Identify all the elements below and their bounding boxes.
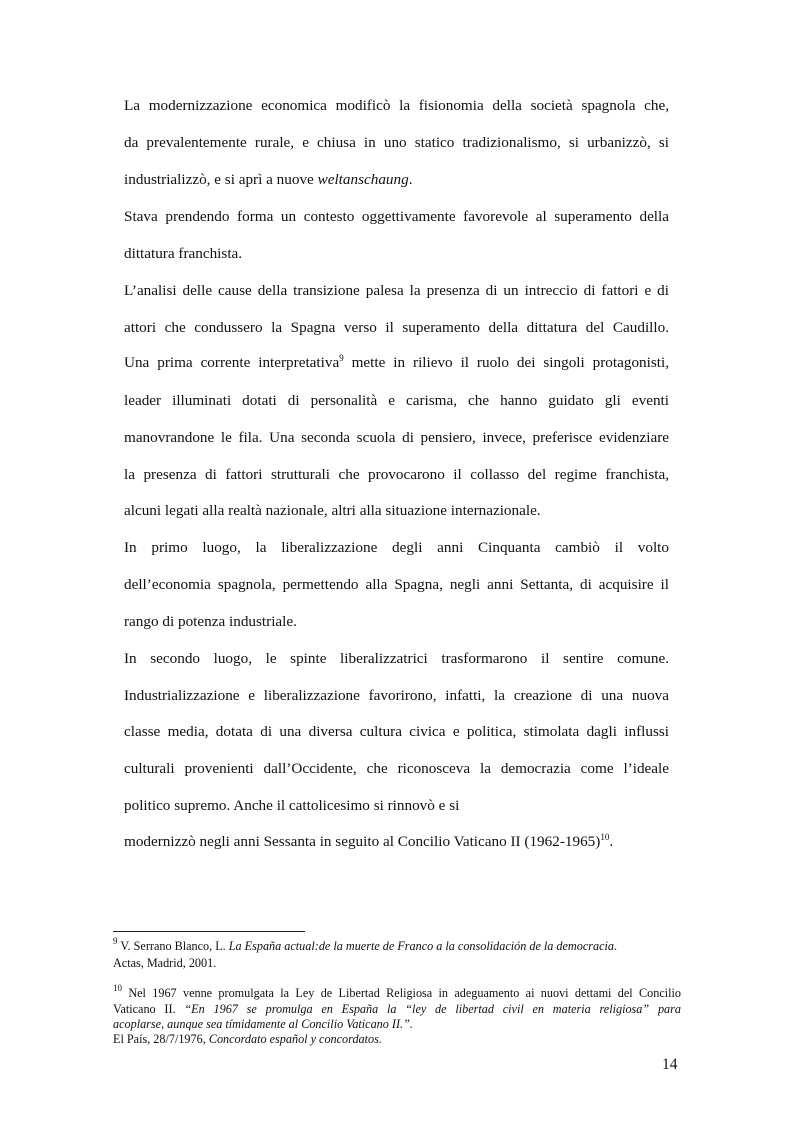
footnote-marker: 9 xyxy=(113,936,118,946)
footnote-10-line: acoplarse, aunque sea tímidamente al Concilio Vaticano II.”. xyxy=(113,1017,413,1031)
body-line: dittatura franchista. xyxy=(124,245,243,262)
text-run: modernizzò negli anni Sessanta in seguito al Concilio Vaticano II (1962-1965) xyxy=(124,833,601,850)
italic-term: weltanschaung xyxy=(317,171,409,188)
footnote-10-line xyxy=(113,1032,681,1048)
italic-title: La España actual:de la muerte de Franco a la consolidación de la democracia xyxy=(228,939,614,953)
body-line xyxy=(124,170,669,190)
footnote-9-line: Actas, Madrid, 2001. xyxy=(113,956,217,970)
text-run: . xyxy=(408,171,413,188)
footnote-9-line xyxy=(113,936,681,955)
body-line: leader illuminati dotati di personalità e carisma, che hanno guidato gli eventi xyxy=(124,392,669,409)
text-run: mette in rilievo il ruolo dei singoli protagonisti, xyxy=(343,354,670,371)
footnote-separator xyxy=(113,931,305,932)
body-line: Industrializzazione e liberalizzazione favorirono, infatti, la creazione di una nuova xyxy=(124,687,669,704)
body-line: La modernizzazione economica modificò la fisionomia della società spagnola che, xyxy=(124,97,669,114)
text-run: V. Serrano Blanco, L. xyxy=(117,939,229,953)
text-run: El País, 28/7/1976, xyxy=(113,1032,209,1046)
body-line: la presenza di fattori strutturali che provocarono il collasso del regime franchista, xyxy=(124,466,669,483)
body-line: In primo luogo, la liberalizzazione degli anni Cinquanta cambiò il volto xyxy=(124,539,669,556)
text-run: . xyxy=(609,833,614,850)
footnote-marker: 10 xyxy=(113,983,122,993)
body-line: attori che condussero la Spagna verso il superamento della dittatura del Caudillo. xyxy=(124,319,669,336)
text-run: Vaticano II. xyxy=(113,1002,185,1016)
body-line: Stava prendendo forma un contesto oggettivamente favorevole al superamento della xyxy=(124,208,669,225)
body-line: manovrandone le fila. Una seconda scuola di pensiero, invece, preferisce evidenziare xyxy=(124,429,669,446)
footnote-ref-9[interactable]: 9 xyxy=(339,353,344,363)
body-line: In secondo luogo, le spinte liberalizzatrici trasformarono il sentire comune. xyxy=(124,650,669,667)
body-line: dell’economia spagnola, permettendo alla Spagna, negli anni Settanta, di acquisire il xyxy=(124,576,669,593)
footnote-10-line xyxy=(113,983,681,1002)
body-line: culturali provenienti dall’Occidente, che riconosceva la democrazia come l’ideale xyxy=(124,760,669,777)
text-run: Una prima corrente interpretativa xyxy=(124,354,340,371)
text-run: . xyxy=(613,939,618,953)
footnote-10-line xyxy=(113,1002,681,1018)
text-run: Nel 1967 venne promulgata la Ley de Libertad Religiosa in adeguamento ai nuovi dettami del Concilio xyxy=(122,986,681,1000)
body-line: classe media, dotata di una diversa cultura civica e politica, stimolata dagli influssi xyxy=(124,723,669,740)
body-line: da prevalentemente rurale, e chiusa in uno statico tradizionalismo, si urbanizzò, si xyxy=(124,134,669,151)
body-line xyxy=(124,353,669,373)
body-line: politico supremo. Anche il cattolicesimo si rinnovò e si xyxy=(124,797,460,814)
text-run: industrializzò, e si aprì a nuove xyxy=(124,171,318,188)
body-line xyxy=(124,832,669,852)
italic-title: Concordato español y concordatos. xyxy=(208,1032,382,1046)
body-line: L’analisi delle cause della transizione palesa la presenza di un intreccio di fattori e di xyxy=(124,282,669,299)
body-line: rango di potenza industriale. xyxy=(124,613,297,630)
body-line: alcuni legati alla realtà nazionale, altri alla situazione internazionale. xyxy=(124,502,541,519)
page-number: 14 xyxy=(662,1056,678,1073)
italic-quote: “En 1967 se promulga en España la “ley de libertad civil en materia religiosa” para xyxy=(184,1002,681,1016)
footnote-ref-10[interactable]: 10 xyxy=(600,832,610,842)
